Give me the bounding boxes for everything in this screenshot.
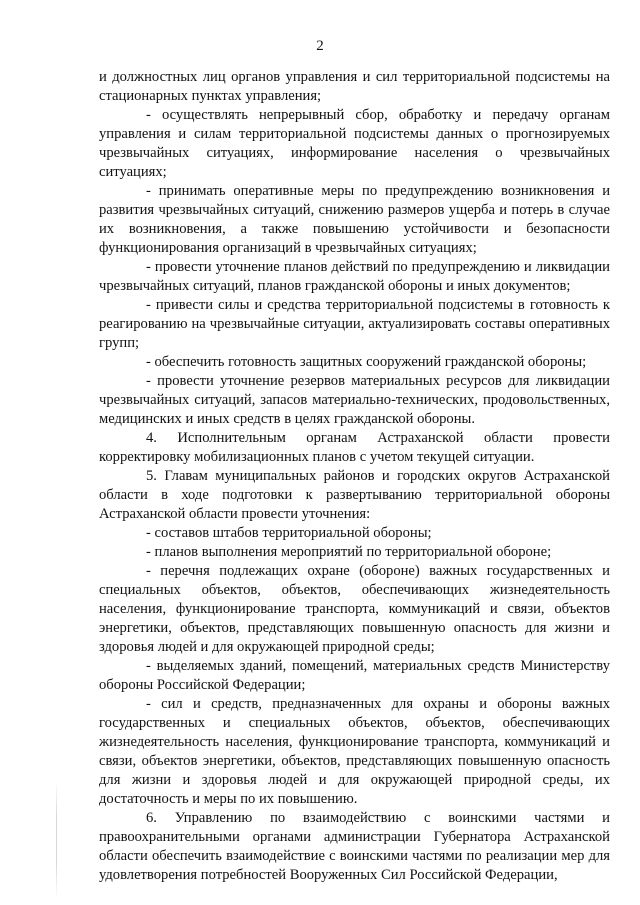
paragraph: - обеспечить готовность защитных сооружений гражданской обороны;	[146, 354, 587, 370]
page-number: 2	[316, 38, 324, 54]
document-body	[99, 68, 610, 885]
paragraph: - привести силы и средства территориальной подсистемы в готовность к реагированию на чрезвычайные ситуации, актуализировать составы оперативных групп;	[99, 297, 610, 351]
paragraph: - провести уточнение резервов материальных ресурсов для ликвидации чрезвычайных ситуаций, запасов материально-технических, продовольственных, медицинских и иных средств в целях гражданской обороны.	[99, 373, 610, 427]
scan-edge-mark	[56, 780, 57, 900]
paragraph: - осуществлять непрерывный сбор, обработку и передачу органам управления и силам территориальной подсистемы данных о прогнозируемых чрезвычайных ситуациях, информирование населения о чрезвычайных ситуациях;	[99, 107, 610, 180]
paragraph: 5. Главам муниципальных районов и городских округов Астраханской области в ходе подготовки к развертыванию территориальной обороны Астраханской области провести уточнения:	[99, 468, 610, 522]
paragraph: - планов выполнения мероприятий по территориальной обороне;	[146, 544, 552, 560]
paragraph: 4. Исполнительным органам Астраханской области провести корректировку мобилизационных планов с учетом текущей ситуации.	[99, 430, 610, 465]
paragraph: - выделяемых зданий, помещений, материальных средств Министерству обороны Российской Федерации;	[99, 658, 610, 693]
paragraph: - сил и средств, предназначенных для охраны и обороны важных государственных и специальных объектов, объектов, обеспечивающих жизнедеятельность населения, функционирование транспорта, коммуникаций и связи, объектов энергетики, объектов, представляющих повышенную опасность для жизни и здоровья людей и для окружающей природной среды, их достаточность и меры по их повышению.	[99, 696, 610, 807]
paragraph: - перечня подлежащих охране (обороне) важных государственных и специальных объектов, объектов, обеспечивающих жизнедеятельность населения, функционирование транспорта, коммуникаций и связи, объектов энергетики, объектов, представляющих повышенную опасность для жизни и здоровья людей и для окружающей природной среды;	[99, 563, 610, 655]
paragraph: - принимать оперативные меры по предупреждению возникновения и развития чрезвычайных ситуаций, снижению размеров ущерба и потерь в случае их возникновения, а также повышению устойчивости и безопасности функционирования организаций в чрезвычайных ситуациях;	[99, 183, 610, 256]
paragraph: и должностных лиц органов управления и сил территориальной подсистемы на стационарных пунктах управления;	[99, 69, 610, 104]
paragraph: - составов штабов территориальной обороны;	[146, 525, 432, 541]
paragraph: 6. Управлению по взаимодействию с воинскими частями и правоохранительными органами администрации Губернатора Астраханской области обеспечить взаимодействие с воинскими частями по реализации мер для удовлетворения потребностей Вооруженных Сил Российской Федерации,	[99, 810, 610, 883]
paragraph: - провести уточнение планов действий по предупреждению и ликвидации чрезвычайных ситуаций, планов гражданской обороны и иных документов;	[99, 259, 610, 294]
